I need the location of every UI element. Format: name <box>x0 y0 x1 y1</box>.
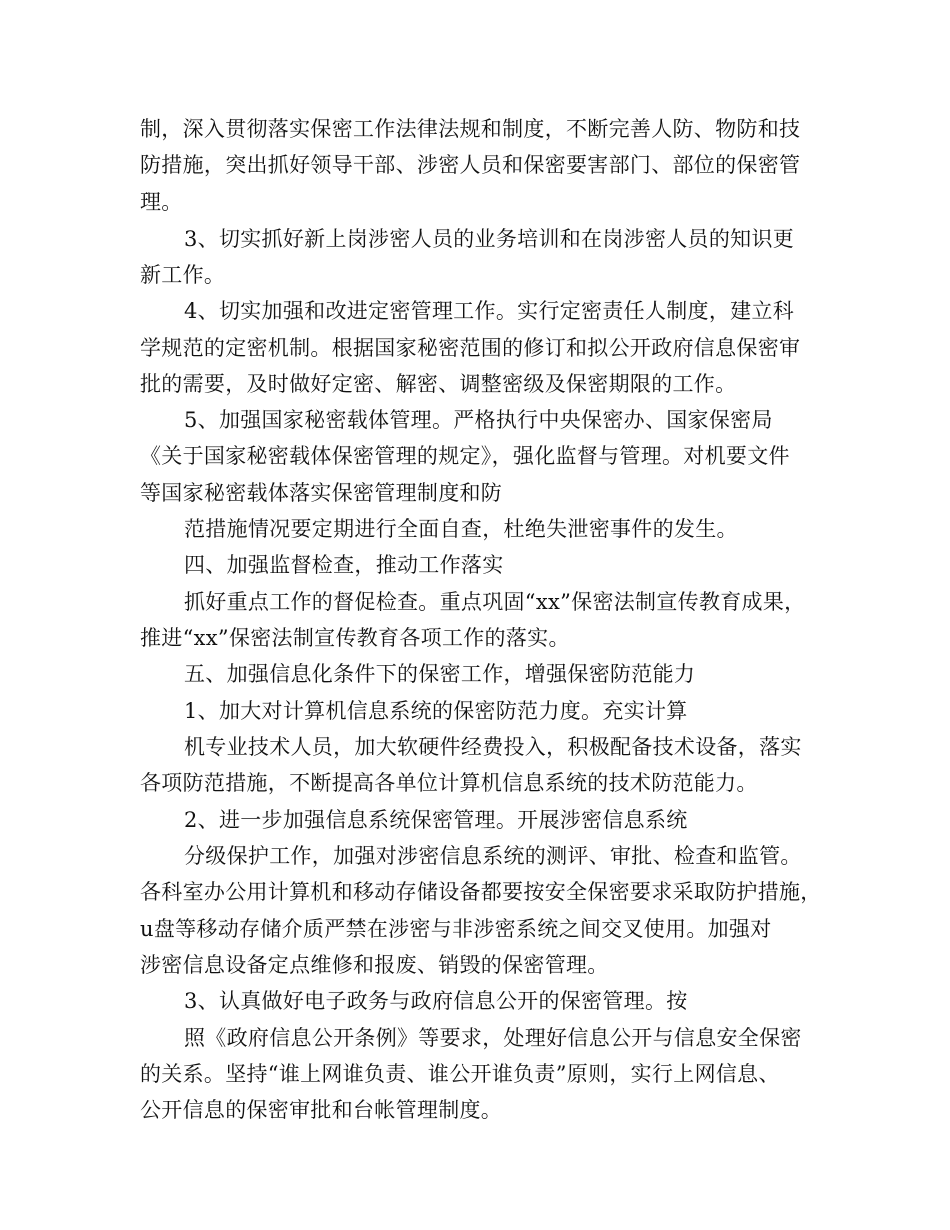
text-line: 学规范的定密机制。根据国家秘密范围的修订和拟公开政府信息保密审 <box>140 336 801 360</box>
text-line: 防措施，突出抓好领导干部、涉密人员和保密要害部门、部位的保密管 <box>140 153 801 177</box>
text-line: 批的需要，及时做好定密、解密、调整密级及保密期限的工作。 <box>140 372 737 396</box>
text-line: 推进“xx”保密法制宣传教育各项工作的落实。 <box>140 626 570 650</box>
text-line: 抓好重点工作的督促检查。重点巩固“xx”保密法制宣传教育成果， <box>184 590 806 614</box>
text-line: 3、认真做好电子政务与政府信息公开的保密管理。按 <box>184 989 688 1013</box>
text-line: 范措施情况要定期进行全面自查，杜绝失泄密事件的发生。 <box>184 517 738 541</box>
text-line: 分级保护工作，加强对涉密信息系统的测评、审批、检查和监管。 <box>184 844 802 868</box>
text-line: 等国家秘密载体落实保密管理制度和防 <box>140 481 503 505</box>
text-line: 制，深入贯彻落实保密工作法律法规和制度，不断完善人防、物防和技 <box>140 117 801 141</box>
section-heading: 四、加强监督检查，推动工作落实 <box>184 553 504 577</box>
text-line: u盘等移动存储介质严禁在涉密与非涉密系统之间交叉使用。加强对 <box>140 917 772 941</box>
text-line: 涉密信息设备定点维修和报废、销毁的保密管理。 <box>140 953 609 977</box>
text-line: 理。 <box>140 190 183 214</box>
text-line: 各项防范措施，不断提高各单位计算机信息系统的技术防范能力。 <box>140 771 758 795</box>
text-line: 《关于国家秘密载体保密管理的规定》，强化监督与管理。对机要文件 <box>140 444 790 468</box>
text-line: 公开信息的保密审批和台帐管理制度。 <box>140 1098 503 1122</box>
text-line: 1、加大对计算机信息系统的保密防范力度。充实计算 <box>184 699 688 723</box>
text-line: 照《政府信息公开条例》等要求，处理好信息公开与信息安全保密 <box>184 1026 802 1050</box>
text-line: 3、切实抓好新上岗涉密人员的业务培训和在岗涉密人员的知识更 <box>184 227 795 251</box>
text-line: 的关系。坚持“谁上网谁负责、谁公开谁负责”原则，实行上网信息、 <box>140 1062 780 1086</box>
text-line: 4、切实加强和改进定密管理工作。实行定密责任人制度，建立科 <box>184 299 795 323</box>
text-line: 各科室办公用计算机和移动存储设备都要按安全保密要求采取防护措施， <box>140 880 822 904</box>
text-line: 2、进一步加强信息系统保密管理。开展涉密信息系统 <box>184 808 688 832</box>
text-line: 机专业技术人员，加大软硬件经费投入，积极配备技术设备，落实 <box>184 735 802 759</box>
section-heading: 五、加强信息化条件下的保密工作，增强保密防范能力 <box>184 662 696 686</box>
text-line: 5、加强国家秘密载体管理。严格执行中央保密办、国家保密局 <box>184 408 773 432</box>
text-line: 新工作。 <box>140 263 226 287</box>
